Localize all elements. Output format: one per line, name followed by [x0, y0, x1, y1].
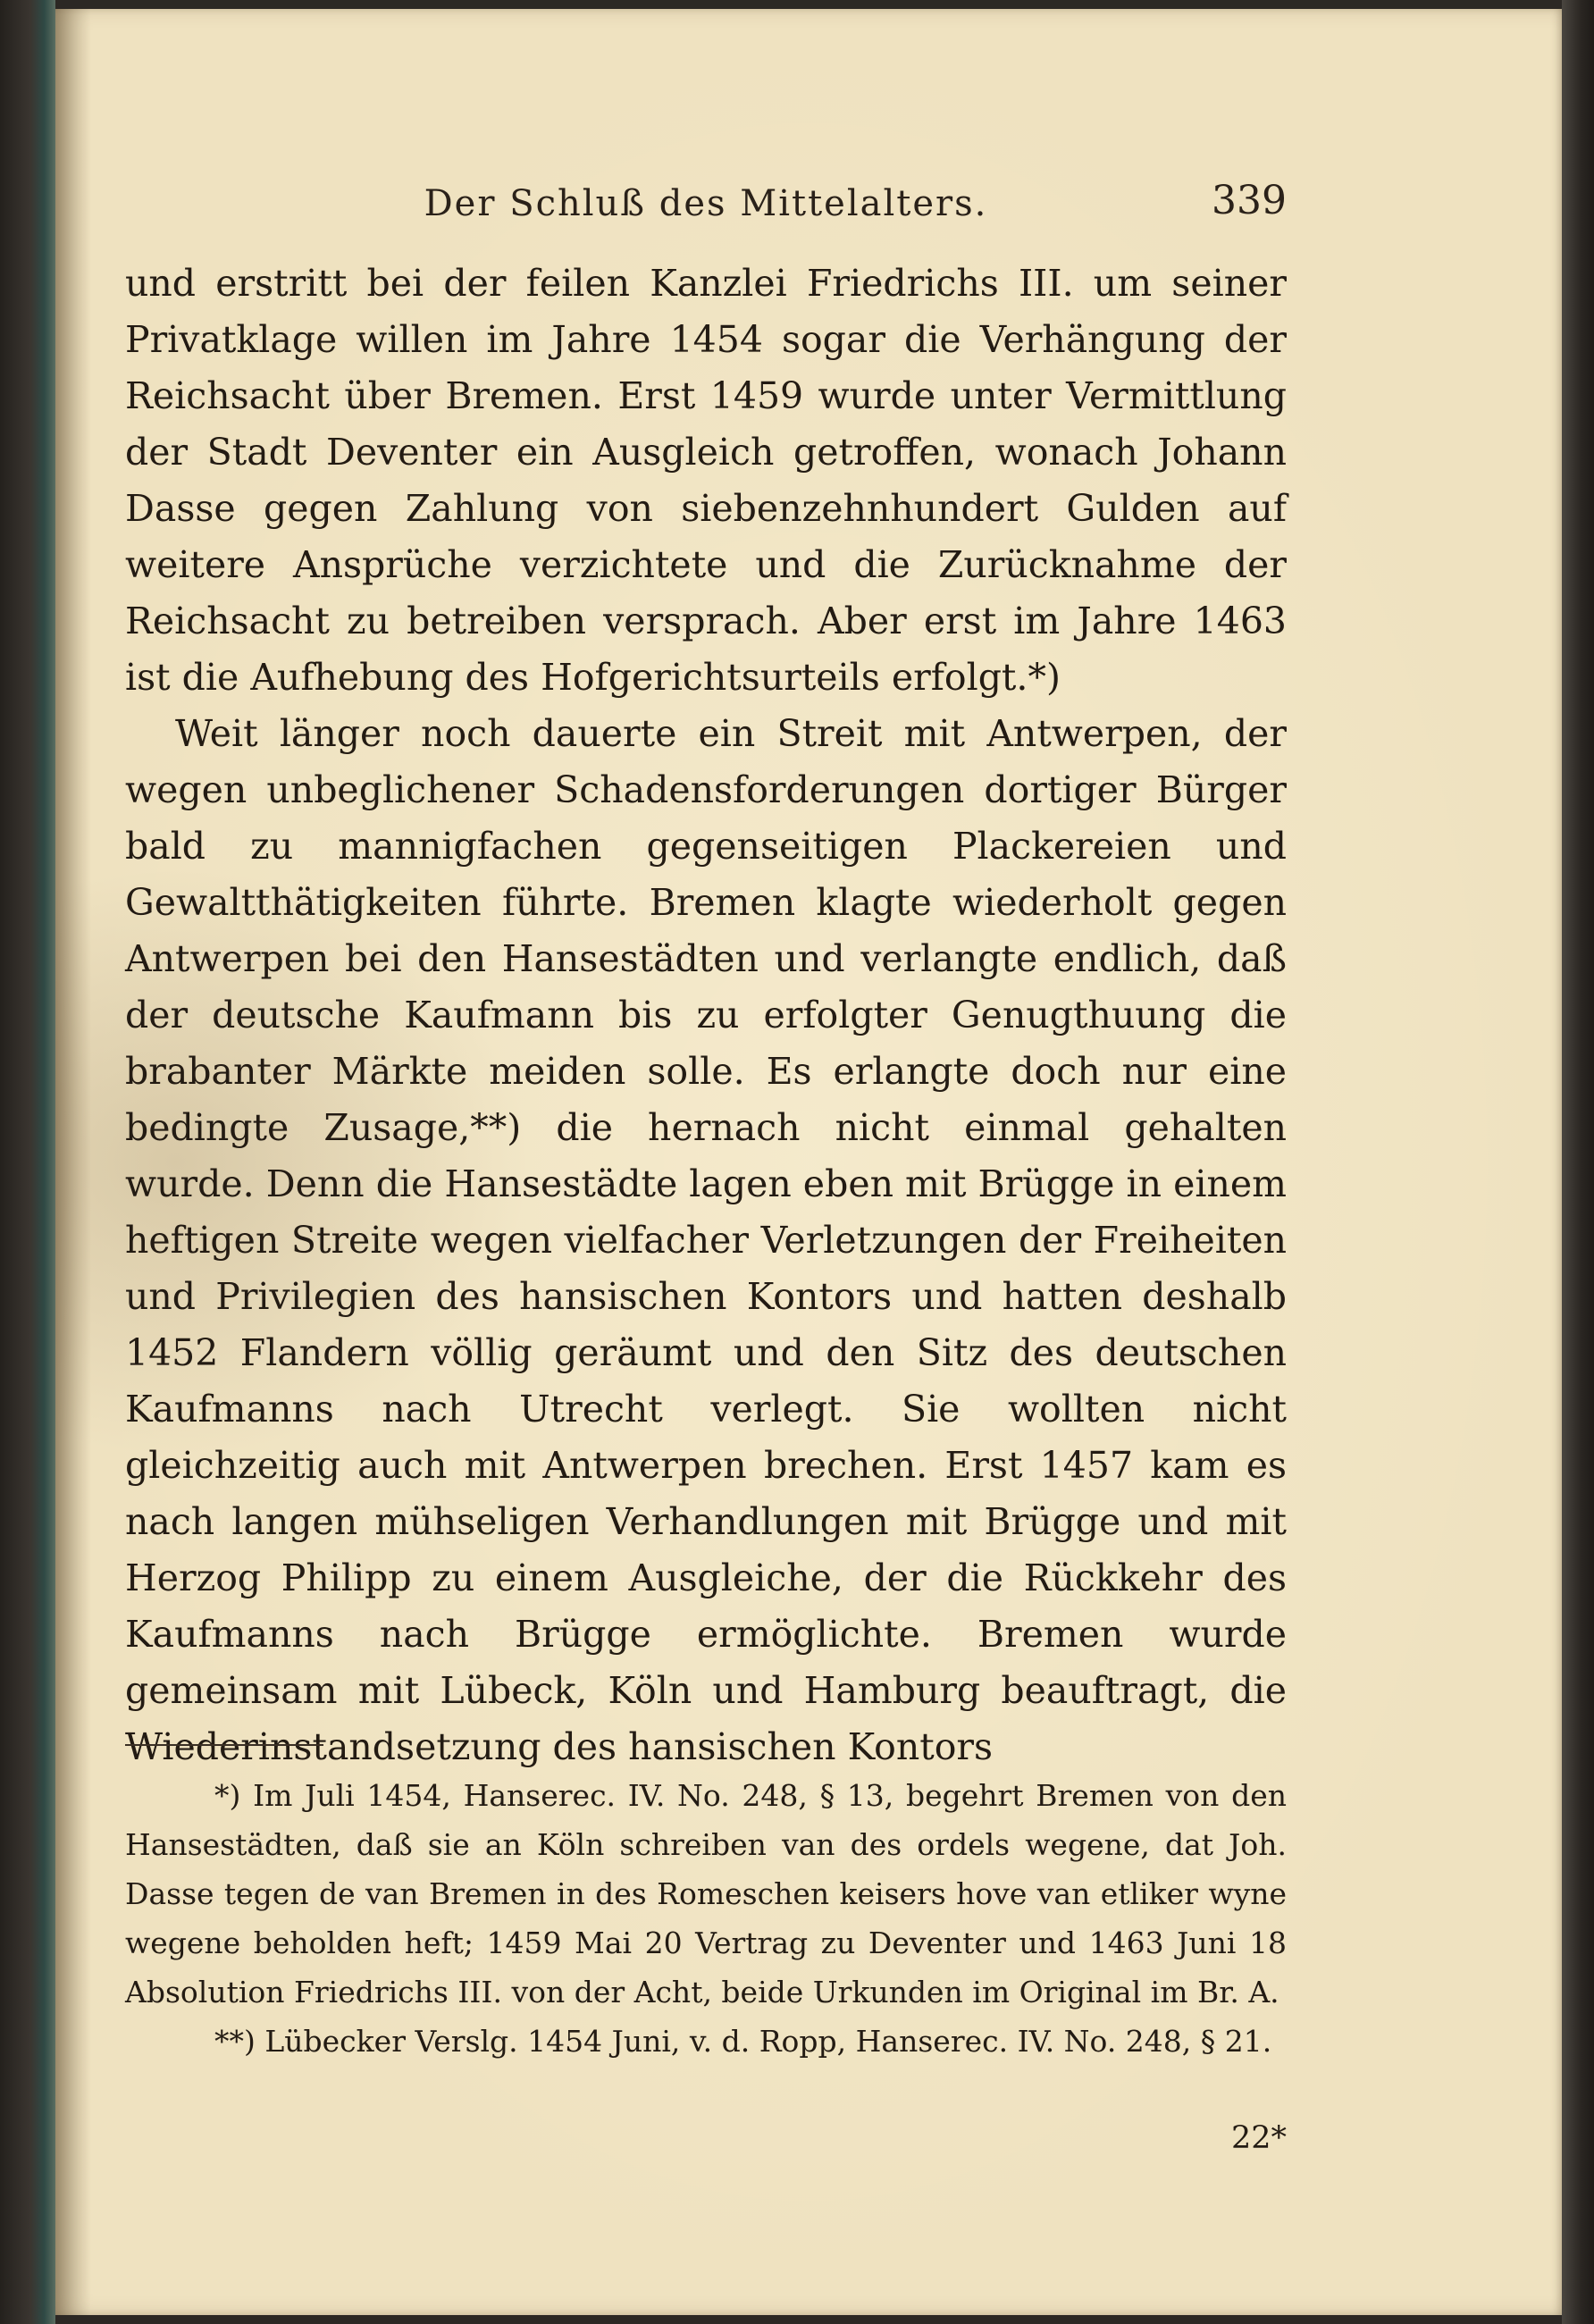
page-header	[125, 178, 1287, 237]
footnote-2: **) Lübecker Verslg. 1454 Juni, v. d. Ropp, Hanserec. IV. No. 248, § 21.	[214, 2024, 1272, 2059]
page-gutter-shadow	[55, 9, 91, 2315]
running-head: Der Schluß des Mittelalters.	[424, 183, 988, 224]
paragraph-2: Weit länger noch dauerte ein Streit mit Antwerpen, der wegen unbeglichener Schadensforderungen dortiger Bürger bald zu mannigfachen gegenseitigen Plackereien und Gewaltthätigkeiten führte. Bremen klagte wiederholt gegen Antwerpen bei den Hansestädten und verlangte endlich, daß der deutsche Kaufmann bis zu erfolgter Genugthuung die brabanter Märkte meiden solle. Es erlangte doch nur eine bedingte Zusage,**) die hernach nicht einmal gehalten wurde. Denn die Hansestädte lagen eben mit Brügge in einem heftigen Streite wegen vielfacher Verletzungen der Freiheiten und Privilegien des hansischen Kontors und hatten deshalb 1452 Flandern völlig geräumt und den Sitz des deutschen Kaufmanns nach Utrecht verlegt. Sie wollten nicht gleichzeitig auch mit Antwerpen brechen. Erst 1457 kam es nach langen mühseligen Verhandlungen mit Brügge und mit Herzog Philipp zu einem Ausgleiche, der die Rückkehr des Kaufmanns nach Brügge ermöglichte. Bremen wurde gemeinsam mit Lübeck, Köln und Hamburg beauftragt, die Wiederinstandsetzung des hansischen Kontors	[125, 712, 1287, 1768]
page-number: 339	[1212, 178, 1287, 223]
signature-mark: 22*	[1230, 2120, 1287, 2156]
footnote-separator	[125, 1744, 323, 1746]
book-cover-right-edge	[1562, 0, 1594, 2324]
main-text	[125, 256, 1287, 1775]
footnotes	[125, 1771, 1287, 2066]
book-cover-left-edge	[0, 0, 55, 2324]
footnote-1: *) Im Juli 1454, Hanserec. IV. No. 248, § 13, begehrt Bremen von den Hansestädten, daß sie an Köln schreiben van des ordels wegene, dat Joh. Dasse tegen de van Bremen in des Romeschen keisers hove van etliker wyne wegene beholden heft; 1459 Mai 20 Vertrag zu Deventer und 1463 Juni 18 Absolution Friedrichs III. von der Acht, beide Urkunden im Original im Br. A.	[125, 1778, 1287, 2009]
paragraph-1: und erstritt bei der feilen Kanzlei Friedrichs III. um seiner Privatklage willen im Jahre 1454 sogar die Verhängung der Reichsacht über Bremen. Erst 1459 wurde unter Vermittlung der Stadt Deventer ein Ausgleich getroffen, wonach Johann Dasse gegen Zahlung von siebenzehnhundert Gulden auf weitere Ansprüche verzichtete und die Zurücknahme der Reichsacht zu betreiben versprach. Aber erst im Jahre 1463 ist die Aufhebung des Hofgerichtsurteils erfolgt.*)	[125, 262, 1287, 699]
